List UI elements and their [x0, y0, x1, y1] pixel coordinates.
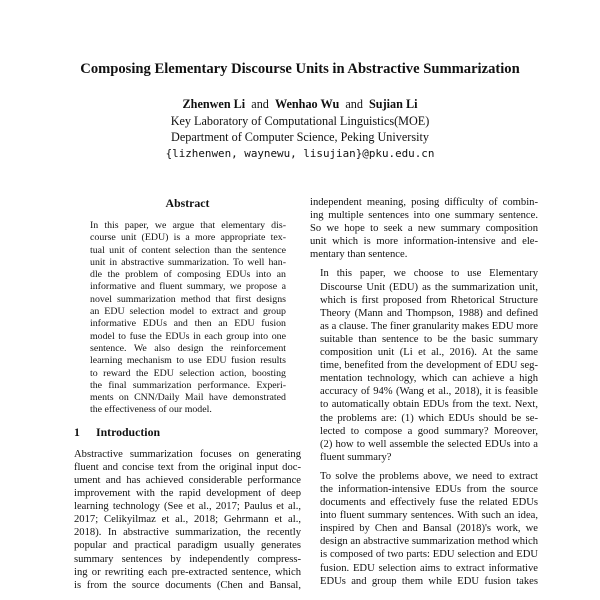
author-separator: and [251, 97, 269, 111]
text-line: into fluent summary sentences. With such an idea, [320, 510, 538, 522]
text-line: sentence. We also design the reinforcement [90, 342, 286, 354]
text-line: informative and fluent summary, we propose a [90, 281, 286, 293]
text-line: time, benefited from the development of EDU seg- [320, 360, 538, 372]
text-line: suitable than sentence to be the basic summary [320, 333, 538, 345]
text-line: summary sentences by independently compress- [74, 553, 301, 565]
text-line: is from the source documents (Chen and Bansal, [74, 579, 301, 591]
paragraph [310, 196, 538, 261]
section-heading-introduction [74, 425, 301, 439]
text-line: mentary than sentence. [310, 249, 408, 261]
text-line: unit which is more information-intensive and ele- [310, 236, 538, 248]
text-line: the information-intensive EDUs from the source [320, 483, 538, 495]
text-line: unit in abstractive summarization. To well han- [90, 256, 286, 268]
author-line [0, 97, 600, 112]
text-line: design an abstractive summarization method which [320, 536, 538, 548]
text-line: Discourse Unit (EDU) as the summarization unit, [320, 281, 538, 293]
text-line: to reward the EDU selection action, boosting [90, 367, 286, 379]
author-name: Wenhao Wu [274, 97, 340, 111]
text-line: 2018). In abstractive summarization, the recently [74, 527, 301, 539]
text-line: ments on CNN/Daily Mail have demonstrated [90, 392, 286, 404]
text-line: independent meaning, posing difficulty of combin- [310, 197, 538, 208]
affiliation-department: Department of Computer Science, Peking University [171, 130, 429, 144]
text-line: model to fuse the EDUs in each group into one [90, 330, 286, 342]
text-line: tual unit of content selection than the sentence [90, 244, 286, 256]
text-line: course unit (EDU) is a more appropriate tex- [90, 232, 286, 244]
text-line: ing multiple sentences into one summary sentence. [310, 210, 538, 222]
text-line: learning mechanism to use EDU fusion results [90, 355, 286, 367]
author-name: Zhenwen Li [182, 97, 246, 111]
text-line: fusion. EDU selection aims to extract informative [320, 562, 538, 574]
abstract-heading: Abstract [165, 196, 210, 210]
text-line: So we hope to seek a new summary composition [310, 223, 538, 235]
text-line: improvement with the rapid development of deep [74, 488, 301, 500]
text-line: (2) how to well assemble the selected EDUs into a [320, 438, 538, 450]
text-line: EDUs and group them while EDU fusion takes [320, 575, 538, 587]
text-line: fluent and concise text from the original input doc- [74, 461, 301, 473]
text-line: Theory (Mann and Thompson, 1988) and defined [320, 307, 538, 319]
text-line: as a clause. The finer granularity makes EDU more [320, 320, 538, 332]
text-line: In this paper, we choose to use Elementary [320, 268, 538, 280]
text-line: mentation technology, which can achieve a high [320, 373, 538, 385]
text-line: to automatically obtain EDUs from the text. Next, [320, 399, 538, 411]
text-line: 2017; Celikyilmaz et al., 2018; Gehrmann et al., [74, 514, 301, 526]
section-title: Introduction [96, 424, 161, 439]
text-line: popular and practical paradigm usually generates [74, 540, 301, 552]
text-line: To solve the problems above, we need to extract [320, 470, 538, 482]
text-line: fluent summary? [320, 451, 392, 463]
author-emails: {lizhenwen, waynewu, lisujian}@pku.edu.cn [165, 147, 435, 160]
text-line: documents and effectively fuse the related EDUs [320, 497, 538, 509]
paragraph [310, 470, 538, 588]
text-line: lected to compose a good summary? Moreover, [320, 425, 538, 437]
text-line: the final summarization performance. Experi- [90, 379, 286, 391]
text-line: which is first proposed from Rhetorical Structure [320, 294, 538, 306]
left-column [74, 196, 301, 592]
text-line: is composed of two parts: EDU selection and EDU [320, 549, 538, 561]
author-separator: and [345, 97, 363, 111]
text-line: ing or rewriting each pre-extracted sentence, which [74, 566, 301, 578]
text-line: an EDU selection model to extract and group [90, 306, 286, 318]
text-line: informative EDUs and then an EDU fusion [90, 318, 286, 330]
text-line: novel summarization method that first designs [90, 293, 286, 305]
text-line: inspired by Chen and Bansal (2018)'s work, we [320, 523, 538, 535]
paragraph [310, 267, 538, 463]
text-line: In this paper, we argue that elementary dis- [90, 220, 286, 231]
text-line: ument and has achieved considerable performance [74, 474, 301, 486]
section-number: 1 [74, 424, 80, 439]
text-line: dle the problem of composing EDUs into an [90, 269, 286, 281]
text-line: accuracy of 94% (Wang et al., 2018), it is feasible [320, 386, 538, 398]
paper-title: Composing Elementary Discourse Units in Abstractive Summarization [80, 61, 520, 77]
text-line: the effectiveness of our model. [90, 404, 212, 416]
abstract-body [90, 220, 286, 417]
affiliation-lab: Key Laboratory of Computational Linguistics(MOE) [170, 114, 430, 128]
text-line: learning technology (See et al., 2017; Paulus et al., [74, 501, 301, 513]
text-line: the problems are: (1) which EDUs should be se- [320, 412, 538, 424]
right-column [310, 196, 538, 588]
introduction-body [74, 448, 301, 592]
author-name: Sujian Li [369, 97, 418, 111]
text-line: Abstractive summarization focuses on generating [74, 448, 301, 460]
text-line: composition unit (Li et al., 2016). At the same [320, 347, 538, 359]
